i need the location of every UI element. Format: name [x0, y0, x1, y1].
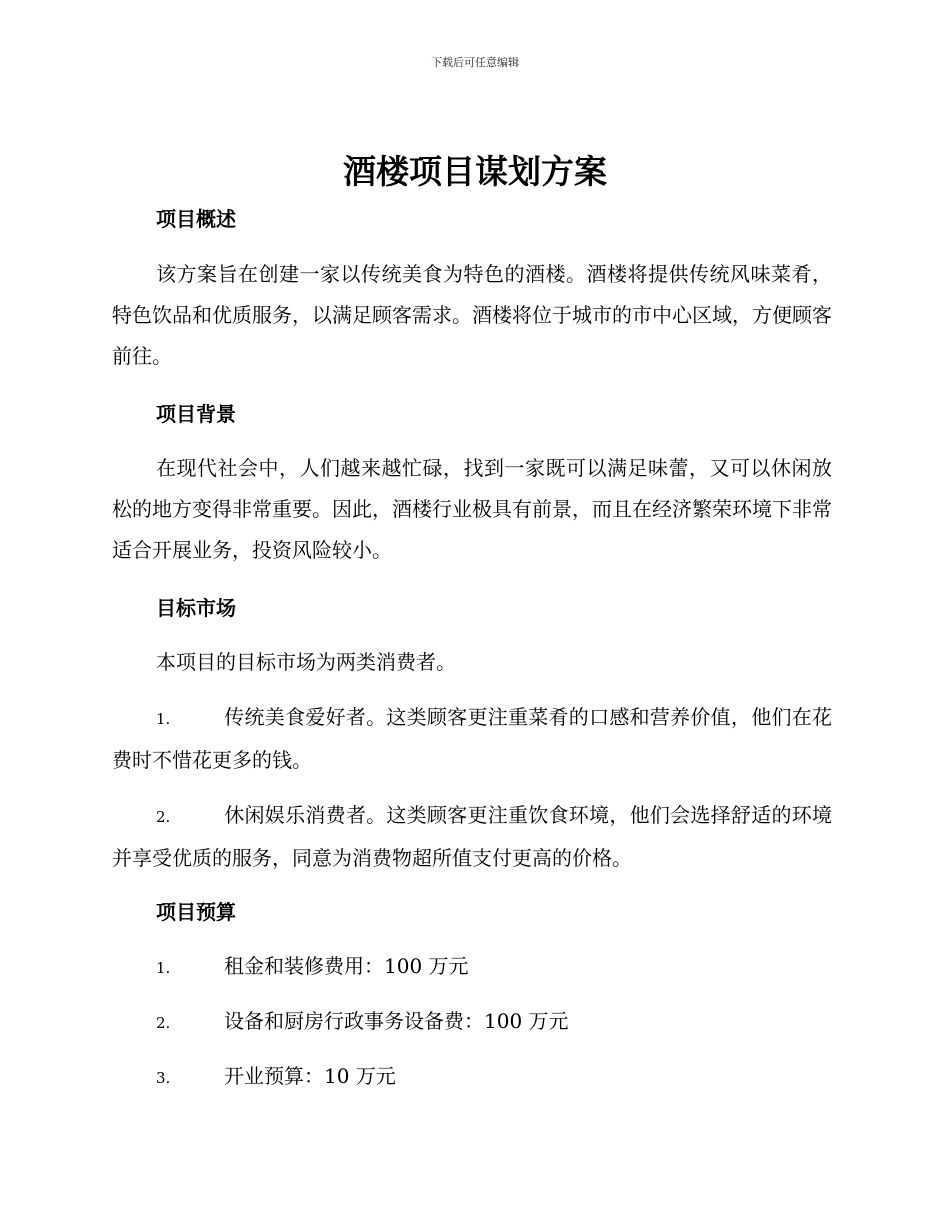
- list-item-text: 开业预算：10 万元: [224, 1064, 396, 1088]
- paragraph-background: 在现代社会中，人们越来越忙碌，找到一家既可以满足味蕾，又可以休闲放松的地方变得非常重要。因此，酒楼行业极具有前景，而且在经济繁荣环境下非常适合开展业务，投资风险较小。: [112, 456, 832, 562]
- list-number: 1.: [156, 959, 171, 977]
- section-heading-budget: 项目预算: [156, 900, 236, 924]
- document-title: 酒楼项目谋划方案: [343, 152, 607, 191]
- list-item-text: 租金和装修费用：100 万元: [224, 954, 469, 978]
- list-item-market-2: [112, 795, 832, 879]
- paragraph-market-intro: 本项目的目标市场为两类消费者。: [156, 650, 456, 674]
- list-item-budget-2: [112, 1001, 832, 1044]
- list-item-text: 休闲娱乐消费者。这类顾客更注重饮食环境，他们会选择舒适的环境并享受优质的服务，同意为消费物超所值支付更高的价格。: [112, 803, 832, 870]
- list-item-budget-3: [112, 1056, 832, 1099]
- section-heading-overview: 项目概述: [156, 207, 236, 231]
- list-item-market-1: [112, 697, 832, 781]
- list-number: 3.: [156, 1069, 171, 1087]
- list-number: 1.: [156, 710, 171, 728]
- section-heading-background: 项目背景: [156, 402, 236, 426]
- list-item-budget-1: [112, 946, 832, 989]
- page-header-note: 下载后可任意编辑: [431, 56, 519, 69]
- list-number: 2.: [156, 1014, 171, 1032]
- list-number: 2.: [156, 808, 171, 826]
- section-heading-market: 目标市场: [156, 596, 236, 620]
- list-item-text: 传统美食爱好者。这类顾客更注重菜肴的口感和营养价值，他们在花费时不惜花更多的钱。: [112, 705, 832, 772]
- paragraph-overview: 该方案旨在创建一家以传统美食为特色的酒楼。酒楼将提供传统风味菜肴，特色饮品和优质服务，以满足顾客需求。酒楼将位于城市的市中心区域，方便顾客前往。: [112, 262, 832, 368]
- list-item-text: 设备和厨房行政事务设备费：100 万元: [224, 1009, 569, 1033]
